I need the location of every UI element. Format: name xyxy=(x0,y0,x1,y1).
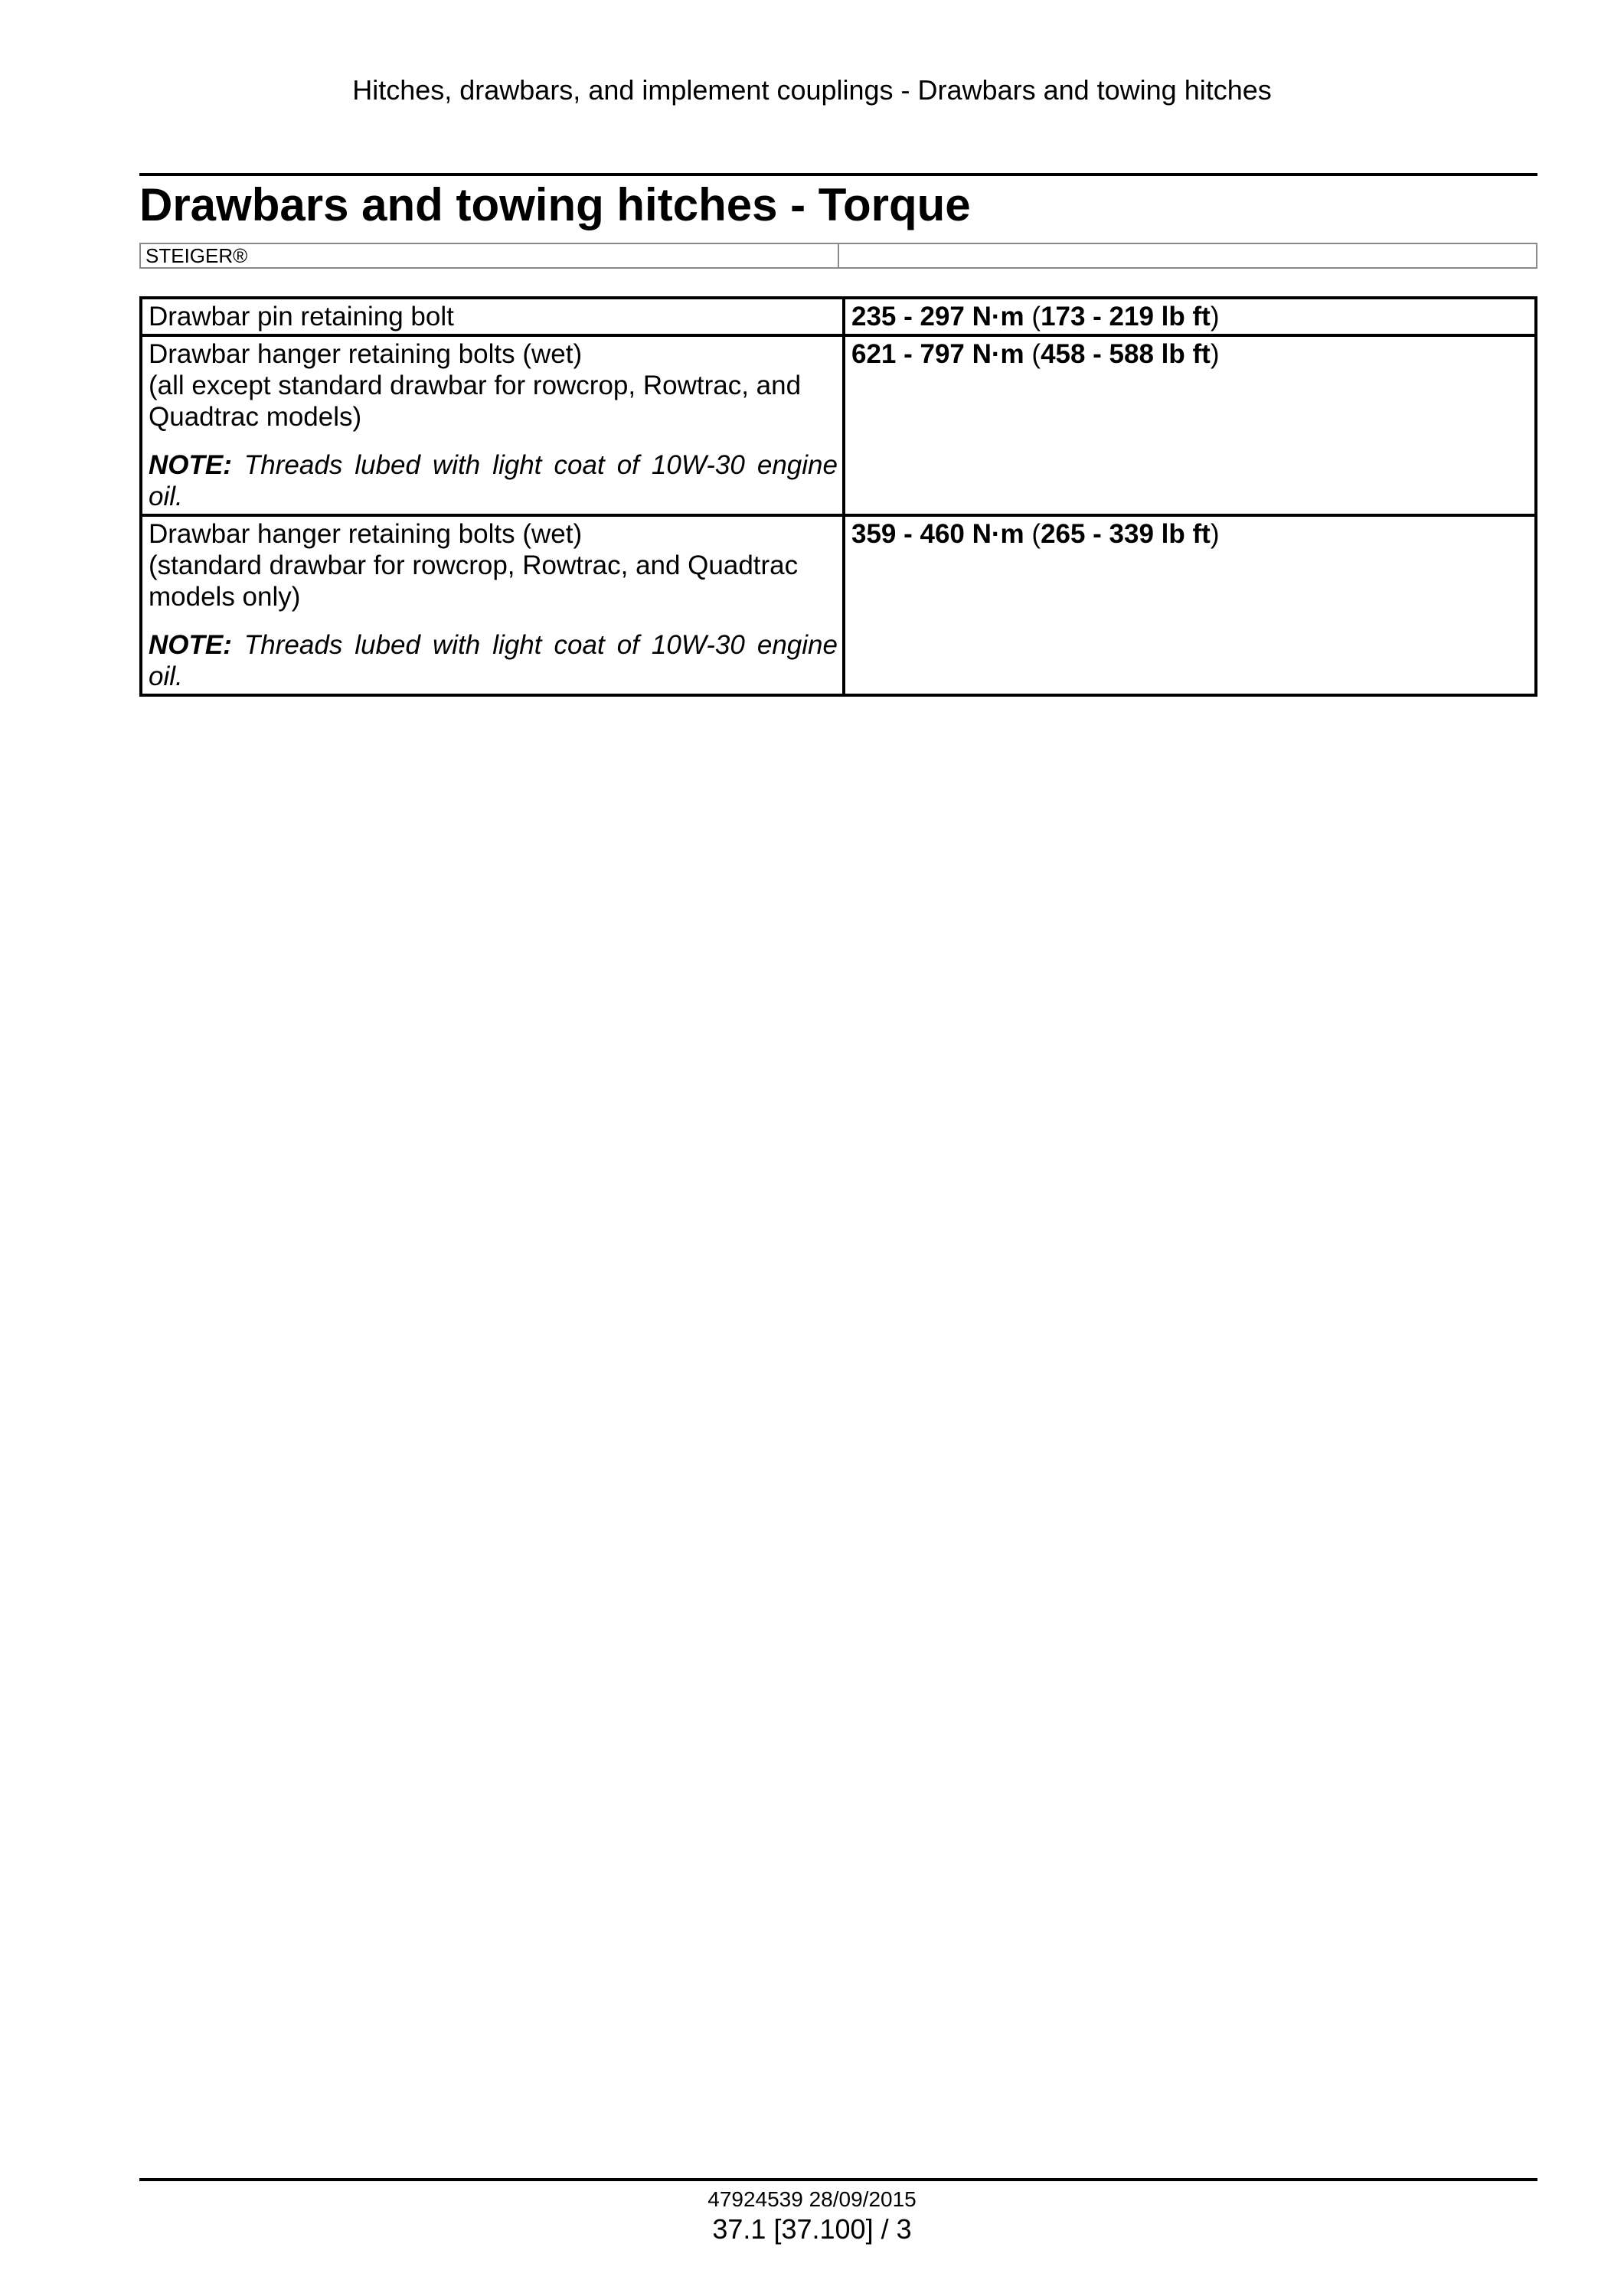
page-reference: 37.1 [37.100] / 3 xyxy=(712,2213,912,2245)
description-line: (all except standard drawbar for rowcrop, Rowtrac, and xyxy=(149,371,802,400)
table-row xyxy=(141,515,1536,695)
torque-metric: 621 - 797 N·m xyxy=(851,339,1024,369)
note xyxy=(149,449,838,512)
running-header: Hitches, drawbars, and implement couplings - Drawbars and towing hitches xyxy=(352,74,1272,106)
description-line: Quadtrac models) xyxy=(149,402,362,432)
description-line: Drawbar hanger retaining bolts (wet) xyxy=(149,519,583,549)
description-line: Drawbar pin retaining bolt xyxy=(149,302,454,331)
torque-imperial: 458 - 588 lb ft xyxy=(1041,339,1211,369)
header-divider xyxy=(139,173,1537,176)
row-description xyxy=(141,515,844,695)
section-title: Drawbars and towing hitches - Torque xyxy=(139,179,971,230)
description-line: Drawbar hanger retaining bolts (wet) xyxy=(149,339,583,369)
table-row xyxy=(141,298,1536,335)
document-reference: 47924539 28/09/2015 xyxy=(707,2187,917,2211)
torque-imperial: 265 - 339 lb ft xyxy=(1041,519,1211,549)
torque-metric: 359 - 460 N·m xyxy=(851,519,1024,549)
torque-metric: 235 - 297 N·m xyxy=(851,302,1024,331)
model-name: STEIGER® xyxy=(140,243,838,268)
note-text: Threads lubed with light coat of 10W-30 engine oil. xyxy=(149,630,838,691)
row-torque-value: 359 - 460 N·m (265 - 339 lb ft) xyxy=(844,515,1536,695)
row-description xyxy=(141,335,844,515)
torque-imperial: 173 - 219 lb ft xyxy=(1041,302,1211,331)
description-line: (standard drawbar for rowcrop, Rowtrac, and Quadtrac xyxy=(149,550,799,580)
row-torque-value: 235 - 297 N·m (173 - 219 lb ft) xyxy=(844,298,1536,335)
model-row xyxy=(140,243,1537,268)
description-line: models only) xyxy=(149,582,301,612)
note-label: NOTE: xyxy=(149,450,232,480)
note-label: NOTE: xyxy=(149,630,232,660)
footer-divider xyxy=(139,2178,1537,2181)
torque-table xyxy=(139,296,1537,697)
model-applicability-table xyxy=(139,243,1537,269)
note-text: Threads lubed with light coat of 10W-30 engine oil. xyxy=(149,450,838,511)
row-description xyxy=(141,298,844,335)
table-row xyxy=(141,335,1536,515)
row-torque-value: 621 - 797 N·m (458 - 588 lb ft) xyxy=(844,335,1536,515)
note xyxy=(149,629,838,692)
model-value xyxy=(838,243,1537,268)
